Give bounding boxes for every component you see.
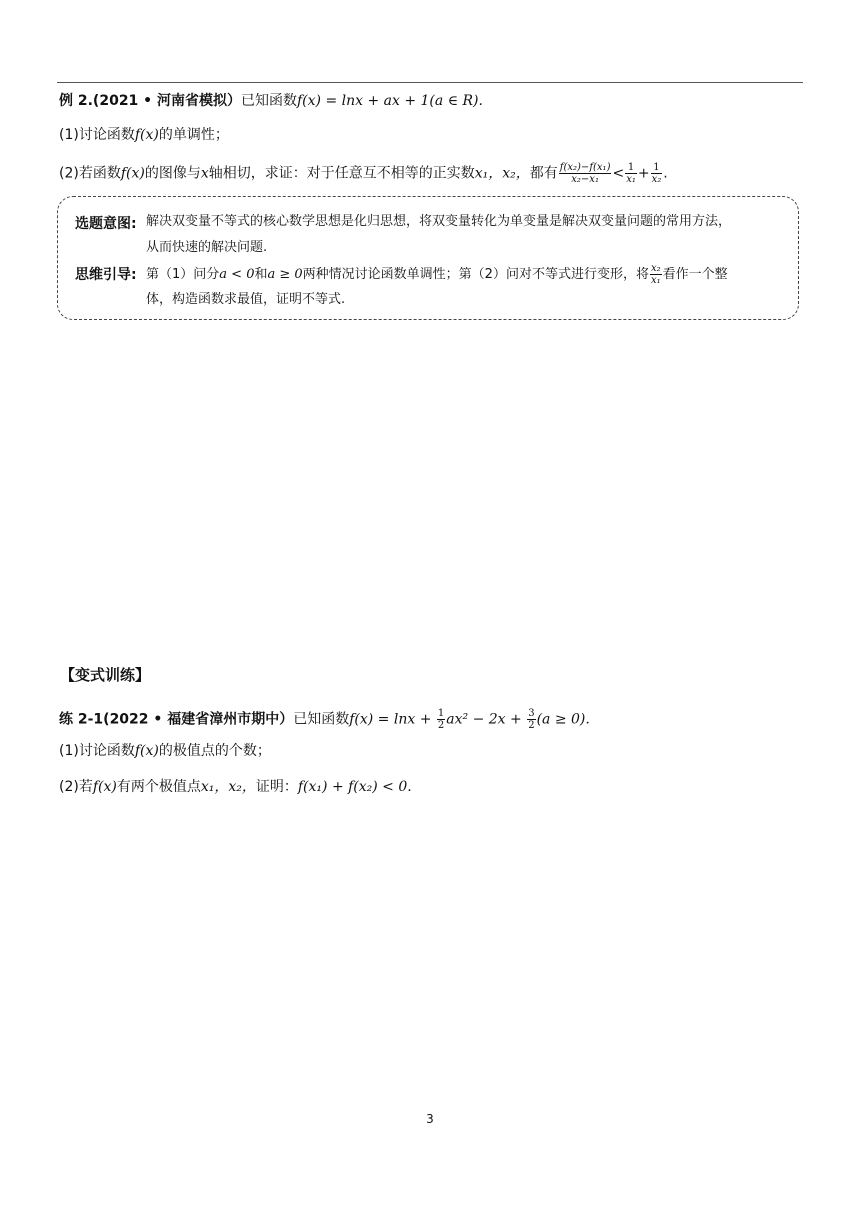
v-part1-fx: f(x)	[134, 743, 159, 759]
threehalf-den: 2	[528, 720, 535, 731]
part2-x-axis: x	[200, 165, 209, 182]
example2-part1	[59, 125, 229, 145]
v-part2-mid: 有两个极值点	[116, 779, 201, 795]
frac-one-half	[437, 708, 445, 731]
less-than: <	[612, 165, 625, 182]
threehalf-num: 3	[528, 708, 535, 719]
guidance-part4: 看作一个整	[662, 267, 728, 282]
frac-x1-den: x₁	[626, 174, 636, 185]
part2-difference-quotient	[559, 162, 612, 185]
variant-stem-prefix: 已知函数	[293, 711, 350, 728]
variant-header: 练 2-1(2022 • 福建省漳州市期中）	[59, 711, 294, 728]
intent-label: 选题意图:	[75, 216, 137, 232]
part1-suffix: 的单调性；	[158, 127, 229, 143]
example2-part2	[59, 162, 668, 185]
guidance-text-line2: 体，构造函数求最值，证明不等式.	[146, 292, 346, 307]
guidance-label: 思维引导:	[75, 267, 137, 283]
intent-text-line1: 解决双变量不等式的核心数学思想是化归思想，将双变量转化为单变量是解决双变量问题的常用方法，	[146, 214, 732, 229]
v-part2-fx: f(x)	[92, 779, 117, 795]
frac-one-over-x1	[625, 162, 637, 185]
part2-end: .	[663, 165, 668, 182]
part2-mid1: 的图像与	[144, 165, 201, 182]
part1-fx: f(x)	[134, 127, 159, 143]
part2-mid3: 都有	[529, 165, 558, 182]
variant-part1	[59, 741, 271, 761]
cond-a-negative: a < 0	[219, 267, 255, 282]
intent-text-line2: 从而快速的解决问题.	[146, 240, 268, 255]
example2-title-line	[59, 91, 483, 111]
guidance-part3: 两种情况讨论函数单调性；第（2）问对不等式进行变形，将	[302, 267, 649, 282]
v-part1-suffix: 的极值点的个数；	[158, 743, 271, 759]
variant-expr-c: (a ≥ 0).	[536, 711, 590, 728]
guidance-part1: 第（1）问分	[146, 267, 220, 282]
frac-numerator: f(x₂)−f(x₁)	[559, 162, 611, 173]
v-part2-inequality: f(x₁) + f(x₂) < 0.	[297, 779, 412, 795]
guidance-text-line1	[146, 263, 728, 286]
guidance-part2: 和	[254, 267, 268, 282]
frac-denominator: x₂−x₁	[571, 174, 599, 185]
frac-one-num: 1	[625, 162, 637, 174]
plus-sign: +	[637, 165, 650, 182]
v-part2-prefix: (2)若	[59, 779, 93, 795]
variant-section-title: 【变式训练】	[60, 666, 151, 684]
ratio-x2-over-x1	[650, 263, 662, 286]
half-den: 2	[437, 720, 445, 731]
ratio-den: x₁	[650, 275, 661, 286]
page-number: 3	[426, 1112, 434, 1126]
variant-expr-b: ax² − 2x +	[446, 711, 527, 728]
part2-vars: x₁，x₂，	[474, 165, 530, 182]
part2-fx: f(x)	[120, 165, 145, 182]
variant-title-line	[59, 708, 590, 731]
v-part2-vars: x₁，x₂，	[200, 779, 256, 795]
example2-stem-prefix: 已知函数	[241, 93, 297, 109]
header-rule	[57, 82, 803, 83]
part2-prefix: (2)若函数	[59, 165, 121, 182]
v-part1-prefix: (1)讨论函数	[59, 743, 135, 759]
ratio-num: x₂	[650, 263, 661, 274]
variant-part2	[59, 777, 412, 797]
variant-expr-a: f(x) = lnx +	[349, 711, 436, 728]
half-num: 1	[437, 708, 445, 719]
example2-function-expr: f(x) = lnx + ax + 1(a ∈ R).	[297, 93, 483, 109]
example2-header: 例 2.(2021 • 河南省模拟）	[59, 93, 241, 109]
frac-one-num-2: 1	[651, 162, 663, 174]
frac-one-over-x2	[651, 162, 663, 185]
frac-three-halves	[527, 708, 535, 731]
frac-x2-den: x₂	[651, 174, 662, 185]
cond-a-nonnegative: a ≥ 0	[267, 267, 303, 282]
part2-mid2: 轴相切，求证：对于任意互不相等的正实数	[208, 165, 475, 182]
analysis-callout-box	[57, 196, 799, 320]
part1-prefix: (1)讨论函数	[59, 127, 135, 143]
v-part2-mid2: 证明：	[255, 779, 298, 795]
